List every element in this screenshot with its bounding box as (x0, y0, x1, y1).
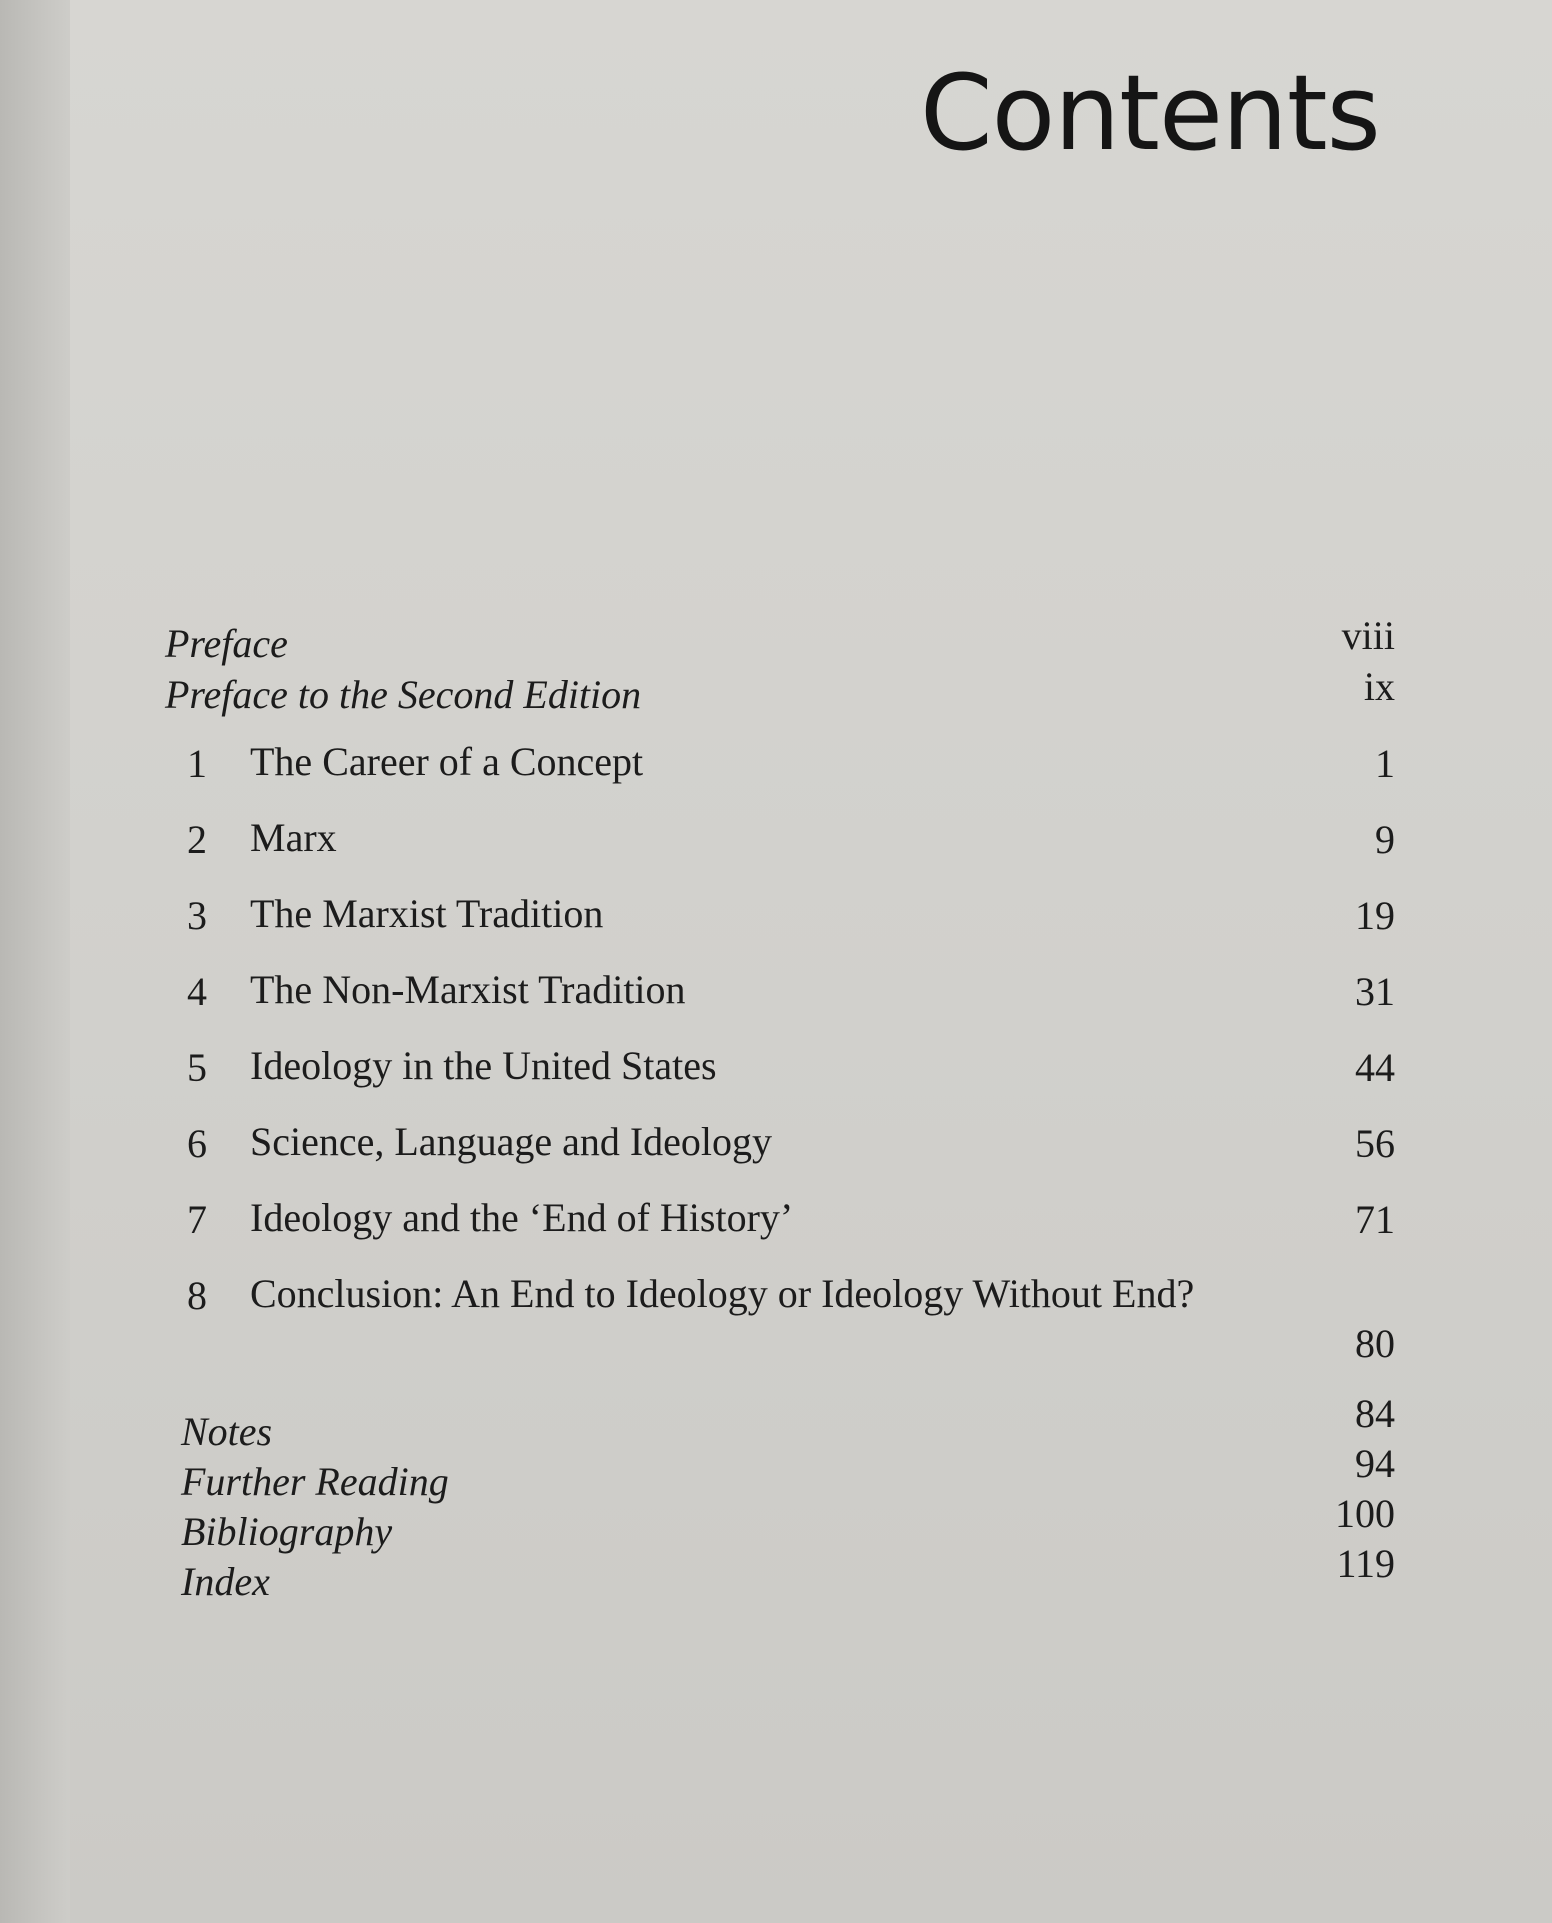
chapter-number: 6 (187, 1121, 207, 1166)
chapter-page: 44 (1355, 1045, 1395, 1090)
chapter-page: 9 (1375, 817, 1395, 862)
toc-chapter-4 (165, 968, 1395, 1044)
chapter-page: 1 (1375, 741, 1395, 786)
chapter-number: 2 (187, 817, 207, 862)
chapter-title: Ideology and the ‘End of History’ (250, 1195, 794, 1240)
chapter-title: Science, Language and Ideology (250, 1119, 773, 1164)
page-title: Contents (920, 52, 1380, 174)
chapter-page: 71 (1355, 1197, 1395, 1242)
toc-entry-label: Index (181, 1559, 270, 1604)
toc-entry-label: Notes (181, 1409, 273, 1454)
toc-chapter-5 (165, 1044, 1395, 1120)
chapter-title: The Marxist Tradition (250, 891, 604, 936)
toc-entry-notes (165, 1391, 1395, 1458)
toc-entry-preface (165, 613, 1395, 671)
toc-chapter-3 (165, 892, 1395, 968)
toc-entry-page: 94 (1355, 1441, 1395, 1486)
toc-entry-page: viii (1341, 613, 1395, 658)
chapter-number: 8 (187, 1273, 207, 1318)
chapter-number: 7 (187, 1197, 207, 1242)
chapter-title: Marx (250, 815, 337, 860)
toc-entry-page: 100 (1335, 1491, 1395, 1536)
table-of-contents (165, 613, 1395, 1608)
toc-entry-page: ix (1363, 664, 1395, 709)
toc-chapter-1 (165, 740, 1395, 816)
toc-entry-page: 84 (1355, 1391, 1395, 1436)
toc-entry-page: 119 (1336, 1541, 1395, 1586)
chapter-number: 5 (187, 1045, 207, 1090)
toc-entry-label: Bibliography (181, 1509, 393, 1554)
toc-entry-label: Preface (165, 621, 288, 666)
toc-chapter-6 (165, 1120, 1395, 1196)
toc-entry-bibliography (165, 1491, 1395, 1558)
chapter-page: 19 (1355, 893, 1395, 938)
toc-chapter-7 (165, 1196, 1395, 1272)
chapter-page: 31 (1355, 969, 1395, 1014)
toc-entry-label: Preface to the Second Edition (165, 672, 642, 717)
chapter-title: Ideology in the United States (250, 1043, 717, 1088)
toc-entry-label: Further Reading (181, 1459, 449, 1504)
chapter-title: Conclusion: An End to Ideology or Ideology Without End? (250, 1271, 1195, 1316)
chapter-page: 56 (1355, 1121, 1395, 1166)
toc-entry-preface-second-edition (165, 664, 1395, 722)
chapter-title: The Non-Marxist Tradition (250, 967, 686, 1012)
chapter-number: 4 (187, 969, 207, 1014)
toc-entry-index (165, 1541, 1395, 1608)
chapter-title: The Career of a Concept (250, 739, 644, 784)
chapter-number: 1 (187, 741, 207, 786)
toc-chapter-2 (165, 816, 1395, 892)
toc-chapter-8 (165, 1272, 1395, 1396)
toc-entry-further-reading (165, 1441, 1395, 1508)
chapter-page: 80 (1355, 1321, 1395, 1366)
chapter-number: 3 (187, 893, 207, 938)
